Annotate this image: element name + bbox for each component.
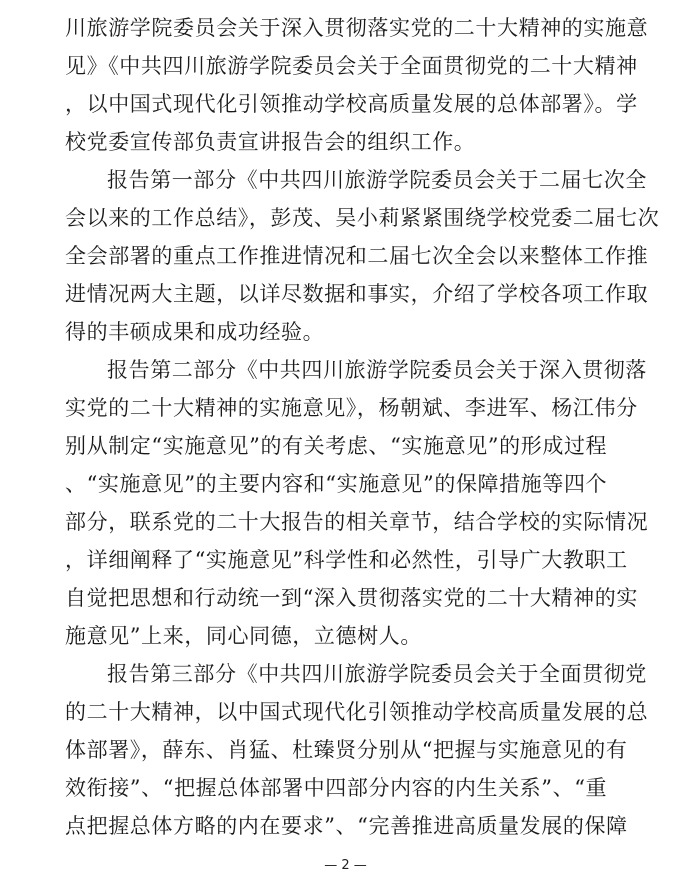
text-line: 、“实施意见”的主要内容和“实施意见”的保障措施等四个 [65, 472, 608, 496]
text-line: 的二十大精神，以中国式现代化引领推动学校高质量发展的总 [65, 700, 649, 724]
text-line: 体部署》，薛东、肖猛、杜臻贤分别从“把握与实施意见的有 [65, 738, 628, 762]
paragraph-first-line: 报告第一部分《中共四川旅游学院委员会关于二届七次全 [107, 168, 647, 192]
text-line: 进情况两大主题，以详尽数据和事实，介绍了学校各项工作取 [65, 282, 649, 306]
text-line: 点把握总体方略的内在要求”、“完善推进高质量发展的保障 [65, 814, 628, 838]
text-line: 得的丰硕成果和成功经验。 [65, 320, 325, 344]
text-line: ，以中国式现代化引领推动学校高质量发展的总体部署》。学 [65, 92, 638, 116]
text-line: 川旅游学院委员会关于深入贯彻落实党的二十大精神的实施意 [65, 16, 649, 40]
page-number: — 2 — [324, 858, 367, 873]
text-line: 部分，联系党的二十大报告的相关章节，结合学校的实际情况 [65, 510, 649, 534]
text-line: 别从制定“实施意见”的有关考虑、“实施意见”的形成过程 [65, 434, 608, 458]
text-line: 实党的二十大精神的实施意见》，杨朝斌、李进军、杨江伟分 [65, 396, 638, 420]
text-line: 效衔接”、“把握总体部署中四部分内容的内生关系”、“重 [65, 776, 608, 800]
paragraph-first-line: 报告第二部分《中共四川旅游学院委员会关于深入贯彻落 [107, 358, 647, 382]
text-line: 自觉把思想和行动统一到“深入贯彻落实党的二十大精神的实 [65, 586, 638, 610]
text-line: ，详细阐释了“实施意见”科学性和必然性，引导广大教职工 [65, 548, 628, 572]
text-line: 校党委宣传部负责宣讲报告会的组织工作。 [65, 130, 476, 154]
text-line: 施意见”上来，同心同德，立德树人。 [65, 624, 422, 648]
paragraph-first-line: 报告第三部分《中共四川旅游学院委员会关于全面贯彻党 [107, 662, 647, 686]
text-line: 全会部署的重点工作推进情况和二届七次全会以来整体工作推 [65, 244, 649, 268]
text-line: 会以来的工作总结》，彭茂、吴小莉紧紧围绕学校党委二届七次 [65, 206, 660, 230]
text-line: 见》《中共四川旅游学院委员会关于全面贯彻党的二十大精神 [65, 54, 638, 78]
